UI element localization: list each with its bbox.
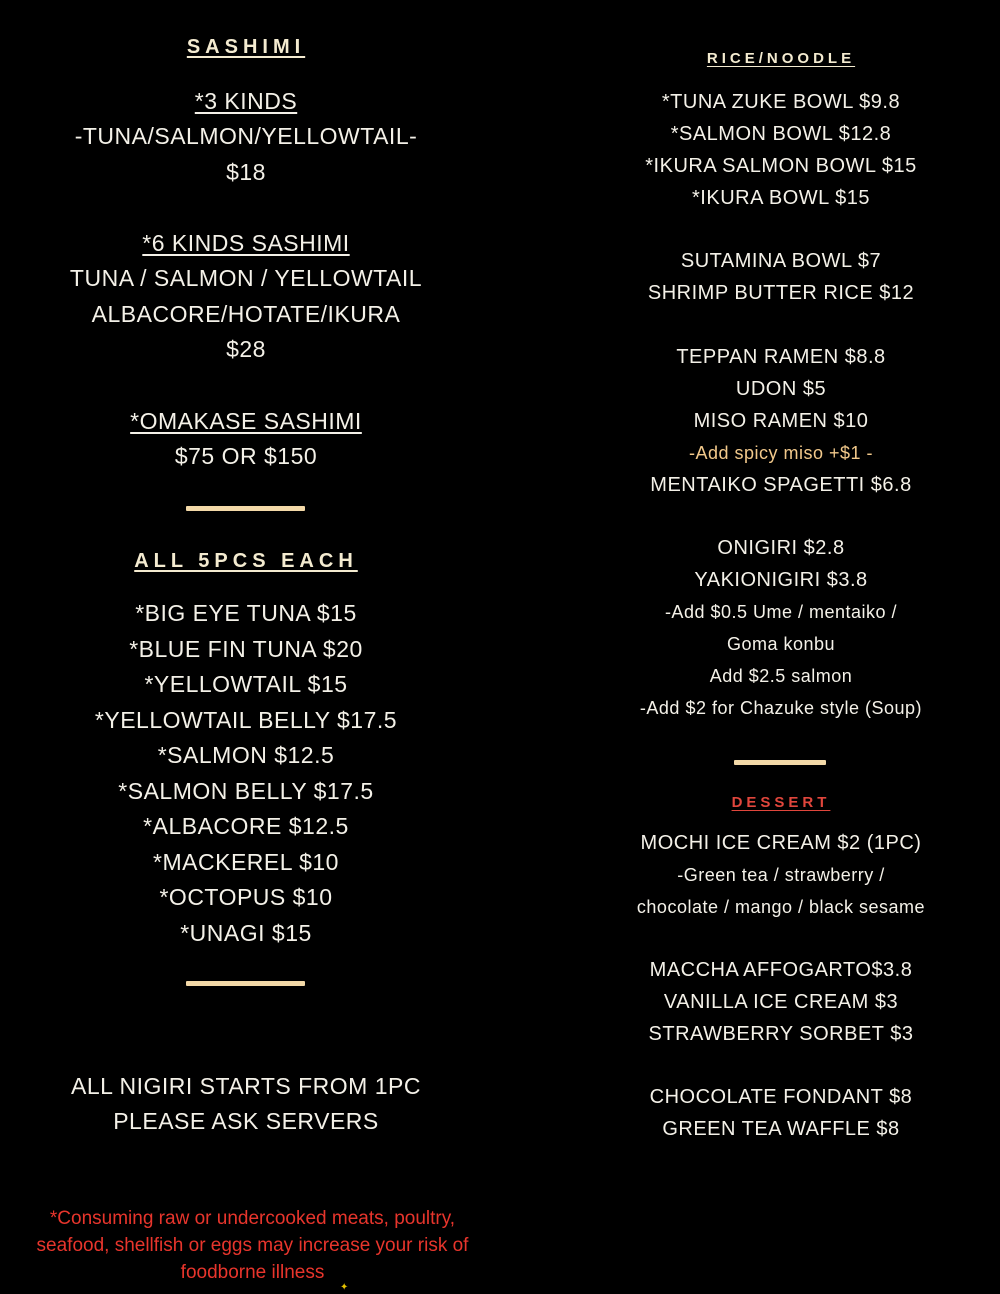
menu-item: MISO RAMEN $10: [693, 410, 869, 432]
rice-group-2: [560, 245, 1000, 309]
six-kinds-title: *6 KINDS SASHIMI: [142, 230, 350, 256]
menu-item: *YELLOWTAIL BELLY $17.5: [94, 706, 398, 733]
menu-item: *BIG EYE TUNA $15: [135, 600, 357, 626]
noodle-group: [560, 341, 1000, 501]
menu-item: MACCHA AFFOGARTO$3.8: [649, 959, 913, 981]
menu-item: *IKURA BOWL $15: [692, 187, 870, 209]
menu-item: GREEN TEA WAFFLE $8: [662, 1118, 900, 1140]
divider-1: [186, 506, 305, 511]
warning-line1: *Consuming raw or undercooked meats, poultry,: [49, 1208, 456, 1229]
sparkle-icon: ✦: [340, 1282, 349, 1293]
dessert-group-1: [560, 827, 1000, 923]
menu-item: CHOCOLATE FONDANT $8: [649, 1086, 913, 1108]
menu-item: *SALMON BELLY $17.5: [118, 777, 374, 804]
spicy-miso-addon: -Add spicy miso +$1 -: [688, 443, 874, 463]
onigiri-addon: -Add $0.5 Ume / mentaiko /: [664, 602, 898, 622]
six-kinds-line1: TUNA / SALMON / YELLOWTAIL: [69, 265, 423, 291]
onigiri-addon: Add $2.5 salmon: [709, 666, 853, 686]
right-column: [560, 0, 1000, 1294]
warning-line2: seafood, shellfish or eggs may increase your risk of: [36, 1235, 469, 1256]
menu-item: TEPPAN RAMEN $8.8: [676, 346, 886, 368]
rice-noodle-heading: RICE/NOODLE: [706, 50, 856, 67]
menu-item: MOCHI ICE CREAM $2 (1PC): [640, 832, 922, 854]
three-kinds-price: $18: [226, 159, 266, 185]
onigiri-addon: Goma konbu: [726, 634, 836, 654]
menu-item: UDON $5: [735, 378, 827, 400]
omakase-title: *OMAKASE SASHIMI: [130, 408, 362, 434]
divider-2: [186, 981, 305, 986]
dessert-group-2: [560, 954, 1000, 1050]
three-kinds-desc: -TUNA/SALMON/YELLOWTAIL-: [74, 123, 418, 149]
menu-item: *MACKEREL $10: [153, 848, 339, 875]
menu-item: ONIGIRI $2.8: [717, 537, 845, 559]
food-safety-warning: [0, 1205, 505, 1286]
all-5pcs-heading: ALL 5PCS EACH: [134, 550, 358, 572]
menu-item: *BLUE FIN TUNA $20: [129, 635, 363, 662]
menu-item: *OCTOPUS $10: [159, 884, 333, 910]
menu-item: *UNAGI $15: [180, 919, 312, 946]
rice-group-1: [560, 86, 1000, 214]
dessert-heading: DESSERT: [731, 794, 831, 811]
divider-3: [734, 760, 826, 765]
sashimi-heading: SASHIMI: [186, 36, 306, 58]
left-column: [0, 0, 492, 1294]
all-5pcs-list: [0, 596, 492, 951]
three-kinds-title: *3 KINDS: [194, 88, 298, 114]
menu-item: *SALMON $12.5: [157, 742, 335, 768]
menu-item: YAKIONIGIRI $3.8: [694, 569, 868, 591]
mochi-flavors: -Green tea / strawberry /: [677, 865, 885, 885]
menu-item: *ALBACORE $12.5: [143, 813, 349, 839]
menu-item: VANILLA ICE CREAM $3: [663, 991, 899, 1013]
six-kinds-line2: ALBACORE/HOTATE/IKURA: [91, 301, 401, 327]
menu-item: SHRIMP BUTTER RICE $12: [647, 282, 915, 304]
menu-item: MENTAIKO SPAGETTI $6.8: [650, 474, 912, 496]
omakase-price: $75 OR $150: [174, 443, 318, 469]
warning-line3: foodborne illness: [180, 1262, 325, 1283]
menu-item: *SALMON BOWL $12.8: [670, 123, 892, 145]
onigiri-group: [560, 532, 1000, 724]
nigiri-note-line2: PLEASE ASK SERVERS: [113, 1108, 379, 1134]
menu-item: STRAWBERRY SORBET $3: [648, 1023, 914, 1045]
onigiri-addon: -Add $2 for Chazuke style (Soup): [639, 698, 923, 718]
mochi-flavors: chocolate / mango / black sesame: [636, 897, 926, 917]
nigiri-note-line1: ALL NIGIRI STARTS FROM 1PC: [71, 1073, 421, 1099]
menu-item: *TUNA ZUKE BOWL $9.8: [661, 91, 901, 113]
menu-item: *YELLOWTAIL $15: [144, 671, 348, 697]
dessert-group-3: [560, 1081, 1000, 1145]
six-kinds-price: $28: [226, 336, 266, 362]
menu-item: *IKURA SALMON BOWL $15: [645, 155, 917, 177]
menu-item: SUTAMINA BOWL $7: [680, 250, 882, 272]
